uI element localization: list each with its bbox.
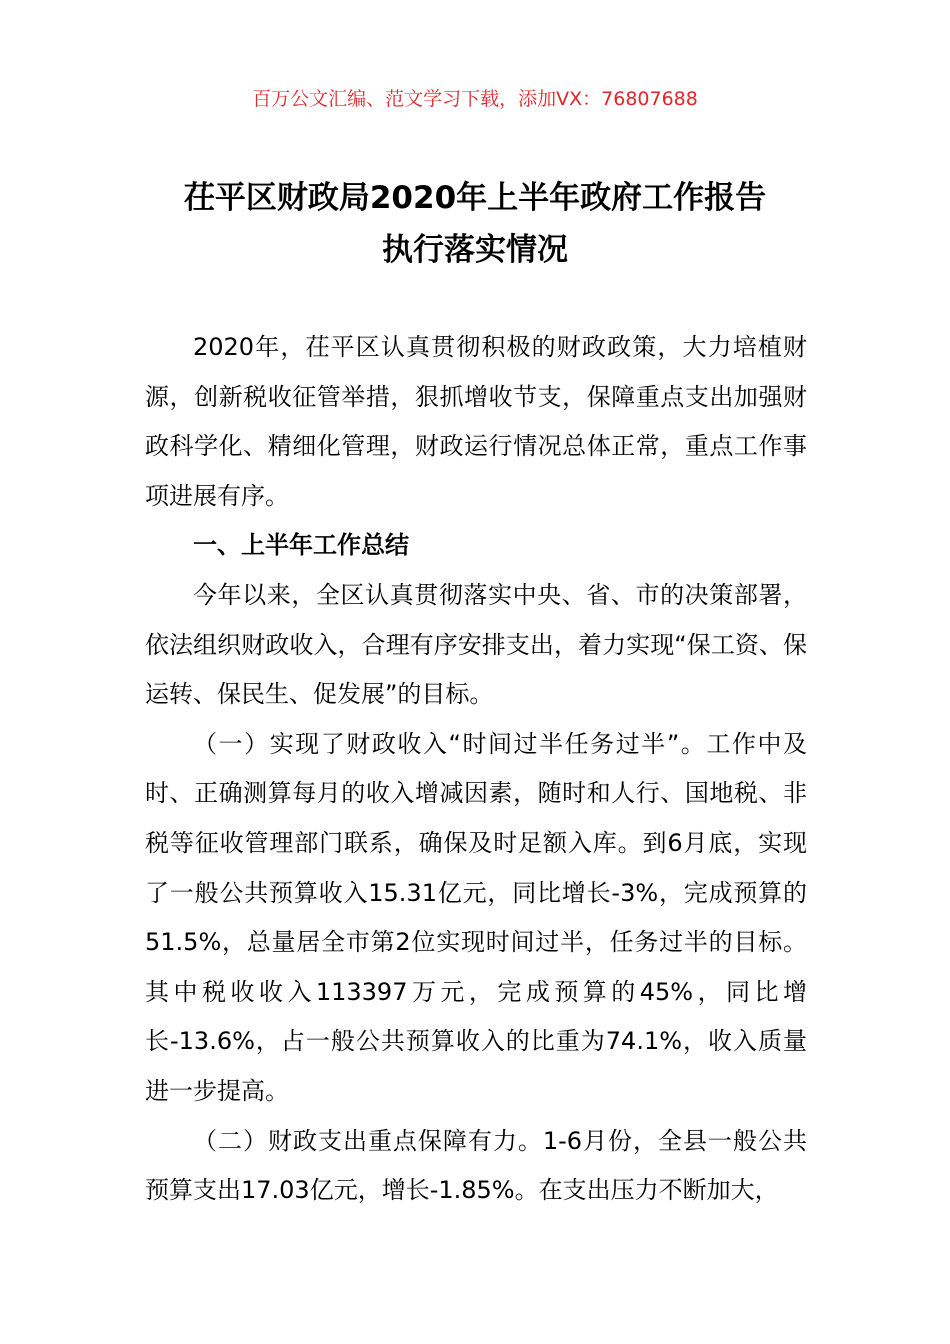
document-body bbox=[145, 323, 807, 1216]
paragraph-revenue: （一）实现了财政收入“时间过半任务过半”。工作中及时、正确测算每月的收入增减因素，随时和人行、国地税、非税等征收管理部门联系，确保及时足额入库。到6月底，实现了一般公共预算收入15.31亿元，同比增长-3%，完成预算的51.5%，总量居全市第2位实现时间过半，任务过半的目标。其中税收收入113397万元，完成预算的45%，同比增长-13.6%，占一般公共预算收入的比重为74.1%，收入质量进一步提高。 bbox=[145, 729, 807, 1105]
section-heading-1: 一、上半年工作总结 bbox=[193, 531, 409, 560]
title-line-1: 茌平区财政局2020年上半年政府工作报告 bbox=[183, 180, 767, 216]
watermark-banner: 百万公文汇编、范文学习下载，添加VX：76807688 bbox=[252, 88, 698, 110]
paragraph-intro: 2020年，茌平区认真贯彻积极的财政政策，大力培植财源，创新税收征管举措，狠抓增收节支，保障重点支出加强财政科学化、精细化管理，财政运行情况总体正常，重点工作事项进展有序。 bbox=[145, 333, 807, 510]
title-line-2: 执行落实情况 bbox=[382, 232, 568, 268]
document-title bbox=[0, 172, 950, 276]
paragraph-summary: 今年以来，全区认真贯彻落实中央、省、市的决策部署，依法组织财政收入，合理有序安排支出，着力实现“保工资、保运转、保民生、促发展”的目标。 bbox=[145, 580, 807, 709]
paragraph-expenditure: （二）财政支出重点保障有力。1-6月份，全县一般公共预算支出17.03亿元，增长-1.85%。在支出压力不断加大， bbox=[145, 1126, 807, 1205]
